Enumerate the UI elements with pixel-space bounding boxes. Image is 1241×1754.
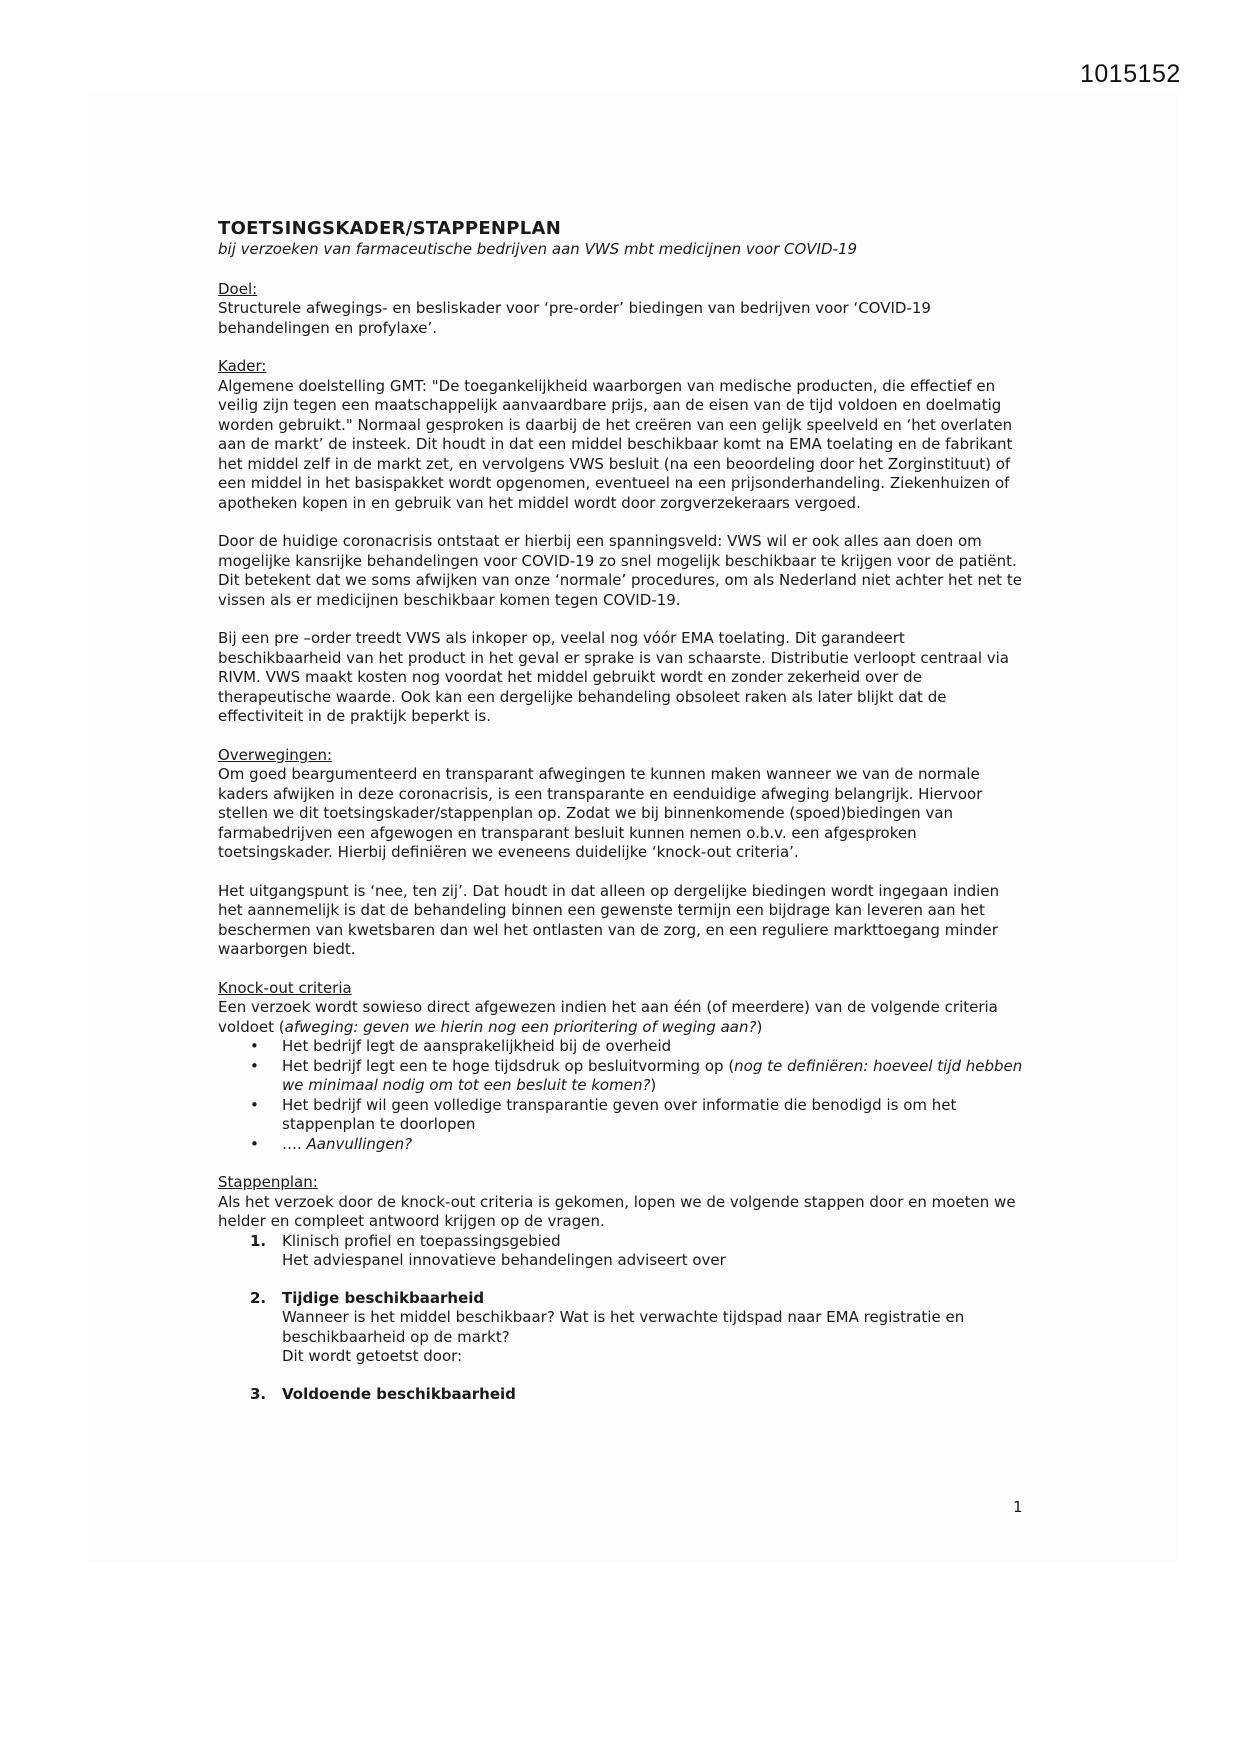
section-stappenplan bbox=[218, 1173, 1028, 1404]
page-number: 1 bbox=[1013, 1498, 1023, 1516]
document-subtitle: bij verzoeken van farmaceutische bedrijven aan VWS mbt medicijnen voor COVID-19 bbox=[218, 240, 858, 258]
knockout-intro-italic: afweging: geven we hierin nog een prioritering of weging aan? bbox=[284, 1017, 757, 1036]
step-body: Het adviespanel innovatieve behandelingen adviseert over bbox=[282, 1251, 726, 1269]
kader-paragraph-2: Door de huidige coronacrisis ontstaat er hierbij een spanningsveld: VWS wil er ook alles aan doen om mogelijke kansrijke behandelingen voor COVID-19 zo snel mogelijk beschikbaar te krijgen voor de patiënt. Dit betekent dat we soms afwijken van onze ‘normale’ procedures, om als Nederland niet achter het net te vissen als er medicijnen beschikbaar komen tegen COVID-19. bbox=[218, 532, 1022, 609]
list-item-text: …. bbox=[282, 1134, 307, 1153]
list-item bbox=[250, 1135, 1028, 1155]
section-knockout bbox=[218, 979, 1028, 1155]
step-title: Tijdige beschikbaarheid bbox=[282, 1288, 485, 1307]
step-body: Wanneer is het middel beschikbaar? Wat is het verwachte tijdspad naar EMA registratie en beschikbaarheid op de markt? bbox=[282, 1308, 965, 1346]
heading-kader: Kader: bbox=[218, 357, 267, 375]
kader-paragraph-1: Algemene doelstelling GMT: "De toegankelijkheid waarborgen van medische producten, die effectief en veilig zijn tegen een maatschappelijk aanvaardbare prijs, aan de eisen van de tijd voldoen en doelmatig worden gebruikt." Normaal gesproken is daarbij de het creëren van een gelijk speelveld en ‘het overlaten aan de markt’ de insteek. Dit houdt in dat een middel beschikbaar komt na EMA toelating en de fabrikant het middel zelf in de markt zet, en vervolgens VWS besluit (na een beoordeling door het Zorginstituut) of een middel in het basispakket wordt opgenomen, eventueel na een prijsonderhandeling. Ziekenhuizen of apotheken kopen in en gebruik van het middel wordt door zorgverzekeraars vergoed. bbox=[218, 376, 1013, 512]
section-kader-2 bbox=[218, 532, 1028, 610]
step-number: 1. bbox=[250, 1231, 267, 1250]
steps-list bbox=[218, 1232, 1028, 1405]
heading-stappenplan: Stappenplan: bbox=[218, 1173, 318, 1191]
list-item bbox=[250, 1037, 1028, 1057]
bullet-icon: • bbox=[250, 1134, 259, 1153]
knockout-list bbox=[218, 1037, 1028, 1154]
list-item bbox=[250, 1057, 1028, 1096]
step-item bbox=[250, 1385, 1028, 1405]
overwegingen-paragraph-1: Om goed beargumenteerd en transparant afwegingen te kunnen maken wanneer we van de normale kaders afwijken in deze coronacrisis, is een transparante en eenduidige afweging belangrijk. Hiervoor stellen we dit toetsingskader/stappenplan op. Zodat we bij binnenkomende (spoed)biedingen van farmabedrijven een afgewogen en transparant besluit kunnen nemen o.b.v. een afgesproken toetsingskader. Hierbij definiëren we eveneens duidelijke ‘knock-out criteria’. bbox=[218, 765, 983, 861]
list-item-text: Het bedrijf legt de aansprakelijkheid bij de overheid bbox=[282, 1037, 672, 1055]
stappenplan-intro: Als het verzoek door de knock-out criteria is gekomen, lopen we de volgende stappen door en moeten we helder en compleet antwoord krijgen op de vragen. bbox=[218, 1192, 1016, 1230]
section-kader-3 bbox=[218, 629, 1028, 727]
step-item bbox=[250, 1289, 1028, 1367]
document-id: 1015152 bbox=[1080, 60, 1181, 88]
bullet-icon: • bbox=[250, 1095, 259, 1114]
heading-doel: Doel: bbox=[218, 279, 258, 298]
list-item-italic: Aanvullingen? bbox=[306, 1134, 413, 1153]
doel-text: Structurele afwegings- en besliskader voor ‘pre-order’ biedingen van bedrijven voor ‘COVID-19 behandelingen en profylaxe’. bbox=[218, 299, 931, 337]
document-body bbox=[218, 218, 1028, 1423]
knockout-intro-text: Een verzoek wordt sowieso direct afgewezen indien het aan één (of meerdere) van de volgende criteria voldoet ( bbox=[218, 998, 998, 1036]
step-number: 2. bbox=[250, 1288, 267, 1307]
section-overwegingen bbox=[218, 746, 1028, 863]
heading-knockout: Knock-out criteria bbox=[218, 978, 352, 997]
step-title: Voldoende beschikbaarheid bbox=[282, 1384, 516, 1403]
list-item bbox=[250, 1096, 1028, 1135]
section-kader bbox=[218, 357, 1028, 513]
step-body-2: Dit wordt getoetst door: bbox=[282, 1347, 463, 1365]
knockout-intro-end: ) bbox=[756, 1017, 763, 1036]
list-item-text: Het bedrijf wil geen volledige transparantie geven over informatie die benodigd is om het stappenplan te doorlopen bbox=[282, 1095, 957, 1133]
document-title: TOETSINGSKADER/STAPPENPLAN bbox=[218, 218, 562, 239]
list-item-text: Het bedrijf legt een te hoge tijdsdruk op besluitvorming op ( bbox=[282, 1056, 735, 1075]
list-item-italic: nog te definiëren: hoeveel tijd hebben we minimaal nodig om tot een besluit te komen? bbox=[282, 1056, 1023, 1094]
bullet-icon: • bbox=[250, 1056, 259, 1075]
heading-overwegingen: Overwegingen: bbox=[218, 745, 333, 764]
kader-paragraph-3: Bij een pre –order treedt VWS als inkoper op, veelal nog vóór EMA toelating. Dit garandeert beschikbaarheid van het product in het geval er sprake is van schaarste. Distributie verloopt centraal via RIVM. VWS maakt kosten nog voordat het middel gebruikt wordt en zonder zekerheid over de therapeutische waarde. Ook kan een dergelijke behandeling obsoleet raken als later blijkt dat de effectiviteit in de praktijk beperkt is. bbox=[218, 629, 1010, 725]
list-item-after: ) bbox=[650, 1076, 657, 1094]
step-title: Klinisch profiel en toepassingsgebied bbox=[282, 1231, 561, 1250]
step-number: 3. bbox=[250, 1384, 267, 1403]
step-item bbox=[250, 1232, 1028, 1271]
bullet-icon: • bbox=[250, 1037, 259, 1055]
section-overwegingen-2 bbox=[218, 882, 1028, 960]
knockout-intro bbox=[218, 998, 1028, 1037]
section-doel bbox=[218, 280, 1028, 339]
overwegingen-paragraph-2: Het uitgangspunt is ‘nee, ten zij’. Dat houdt in dat alleen op dergelijke biedingen wordt ingegaan indien het aannemelijk is dat de behandeling binnen een gewenste termijn een bijdrage kan leveren aan het beschermen van kwetsbaren dan wel het ontlasten van de zorg, en een reguliere markttoegang minder waarborgen biedt. bbox=[218, 881, 1000, 958]
